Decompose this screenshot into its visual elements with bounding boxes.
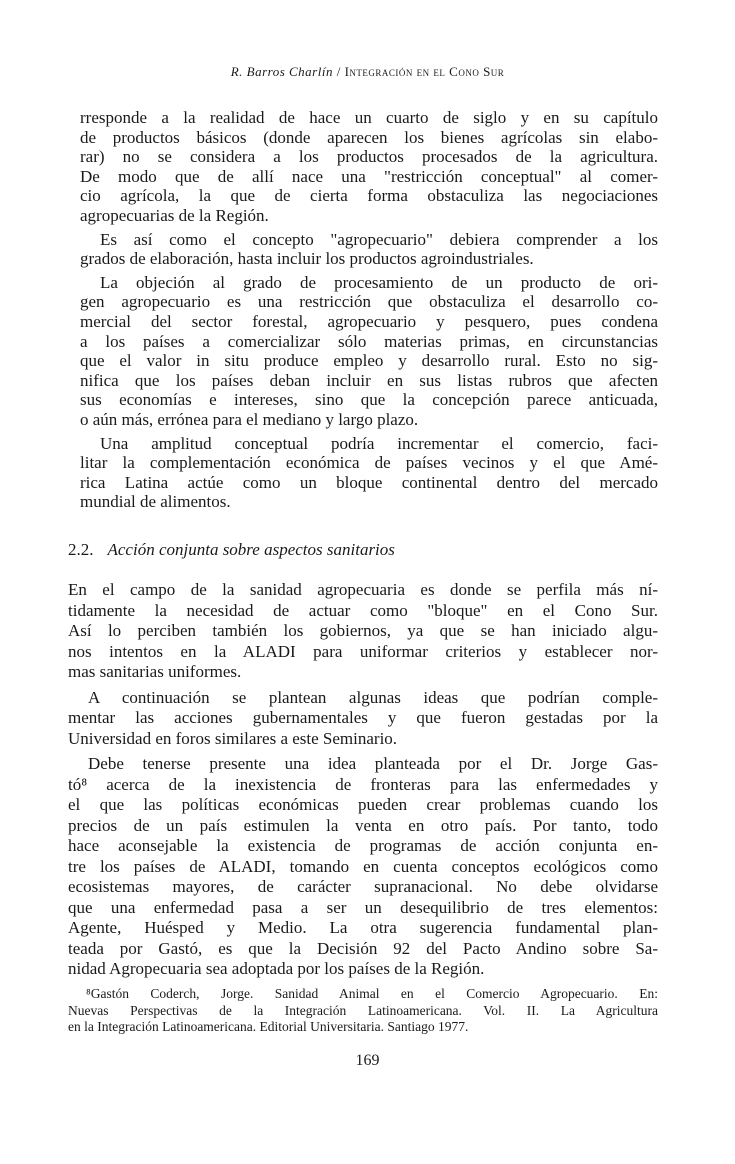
paragraph — [68, 754, 658, 980]
text-line: mas sanitarias uniformes. — [68, 662, 242, 681]
text-line: En el campo de la sanidad agropecuaria es donde se perfila más ní- — [68, 580, 658, 599]
header-separator: / — [332, 64, 345, 79]
paragraph — [80, 273, 658, 430]
text-line: el que las políticas económicas pueden crear problemas cuando los — [68, 795, 658, 814]
text-line: precios de un país estimulen la venta en otro país. Por tanto, todo — [68, 815, 658, 835]
text-line: La objeción al grado de procesamiento de un producto de ori- — [100, 272, 658, 292]
text-line: tidamente la necesidad de actuar como "bloque" en el Cono Sur. — [68, 600, 658, 620]
footnote-line: en la Integración Latinoamericana. Editorial Universitaria. Santiago 1977. — [68, 1019, 469, 1034]
text-line: De modo que de allí nace una "restricción conceptual" al comer- — [80, 166, 658, 186]
text-line: litar la complementación económica de países vecinos y el que Amé- — [80, 453, 658, 473]
header-title: Integración en el Cono Sur — [344, 64, 505, 79]
text-line: tó⁸ acerca de la inexistencia de fronteras para las enfermedades y — [68, 774, 658, 794]
page-number: 169 — [355, 1052, 380, 1069]
text-line: grados de elaboración, hasta incluir los productos agroindustriales. — [80, 249, 534, 269]
text-line: agropecuarias de la Región. — [80, 205, 269, 225]
text-line: nidad Agropecuaria sea adoptada por los países de la Región. — [68, 959, 485, 978]
paragraph — [80, 108, 658, 226]
text-line: Es así como el concepto "agropecuario" debiera comprender a los — [100, 229, 658, 249]
text-line: mentar las acciones gubernamentales y que fueron gestadas por la — [68, 708, 658, 727]
text-line: ecosistemas mayores, de carácter supranacional. No debe olvidarse — [68, 877, 658, 896]
text-line: Así lo perciben también los gobiernos, ya que se han iniciado algu- — [68, 621, 658, 640]
text-line: cio agrícola, la que de cierta forma obstaculiza las negociaciones — [80, 186, 658, 206]
text-line: rica Latina actúe como un bloque continental dentro del mercado — [80, 472, 658, 492]
header-author: R. Barros Charlín — [230, 64, 333, 79]
text-line: teada por Gastó, es que la Decisión 92 del Pacto Andino sobre Sa- — [68, 938, 658, 958]
section-2-body — [68, 580, 658, 985]
text-line: rresponde a la realidad de hace un cuarto de siglo y en su capítulo — [80, 108, 658, 127]
text-line: a los países a comercializar sólo materias primas, en circunstancias — [80, 331, 658, 351]
paragraph — [68, 688, 658, 750]
text-line: Debe tenerse presente una idea planteada por el Dr. Jorge Gas- — [88, 754, 658, 773]
paragraph — [80, 434, 658, 512]
paragraph — [80, 230, 658, 269]
section-number: 2.2. — [68, 540, 94, 559]
text-line: nifica que los países deban incluir en sus listas rubros que afecten — [80, 370, 658, 390]
running-header — [0, 64, 735, 80]
text-line: Agente, Huésped y Medio. La otra sugerencia fundamental plan- — [68, 918, 658, 937]
text-line: que el valor in situ produce empleo y desarrollo rural. Esto no sig- — [80, 351, 658, 371]
text-line: tre los países de ALADI, tomando en cuenta conceptos ecológicos como — [68, 856, 658, 876]
text-line: o aún más, errónea para el mediano y largo plazo. — [80, 409, 419, 429]
text-line: Universidad en foros similares a este Seminario. — [68, 728, 398, 748]
text-line: nos intentos en la ALADI para uniformar criterios y establecer nor- — [68, 641, 658, 661]
text-line: sus economías e intereses, sino que la concepción parece anticuada, — [80, 390, 658, 410]
footnote-line: Nuevas Perspectivas de la Integración Latinoamericana. Vol. II. La Agricultura — [68, 1002, 658, 1018]
text-line: de productos básicos (donde aparecen los bienes agrícolas sin elabo- — [80, 127, 658, 147]
paragraph — [68, 580, 658, 683]
section-title: Acción conjunta sobre aspectos sanitarios — [107, 540, 395, 559]
text-line: rar) no se considera a los productos procesados de la agricultura. — [80, 147, 658, 167]
text-line: que una enfermedad pasa a ser un desequilibrio de tres elementos: — [68, 897, 658, 917]
footnote-line: ⁸Gastón Coderch, Jorge. Sanidad Animal en el Comercio Agropecuario. En: — [86, 986, 658, 1001]
section-1-body — [80, 108, 658, 516]
text-line: gen agropecuario es una restricción que obstaculiza el desarrollo co- — [80, 292, 658, 312]
text-line: mercial del sector forestal, agropecuario y pesquero, pues condena — [80, 311, 658, 331]
text-line: Una amplitud conceptual podría incrementar el comercio, faci- — [100, 433, 658, 453]
text-line: mundial de alimentos. — [80, 492, 231, 512]
footnote — [68, 986, 658, 1036]
text-line: hace aconsejable la existencia de programas de acción conjunta en- — [68, 836, 658, 855]
text-line: A continuación se plantean algunas ideas que podrían comple- — [88, 687, 658, 707]
section-heading — [68, 540, 395, 560]
